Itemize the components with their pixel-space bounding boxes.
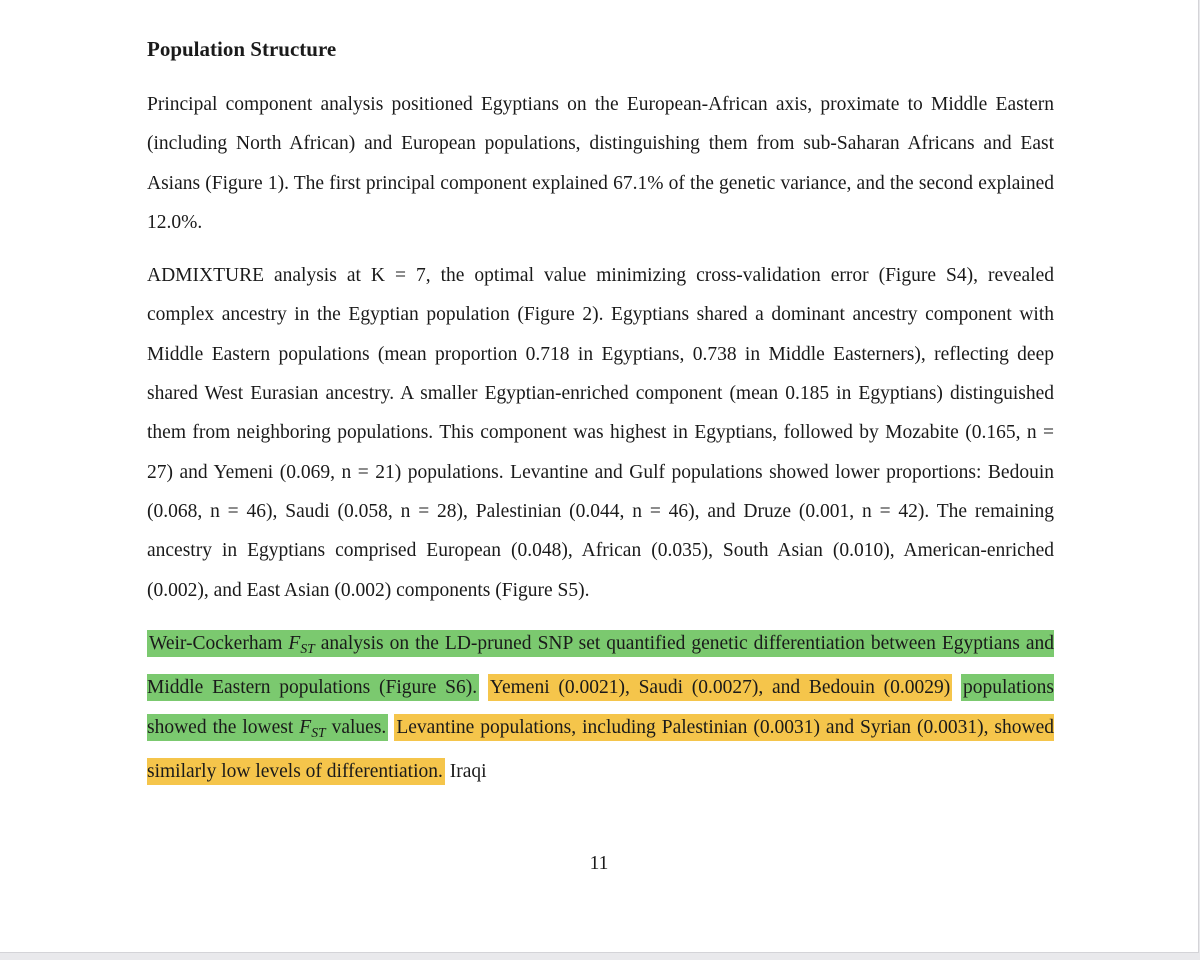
page-number: 11 xyxy=(589,853,609,874)
fst-text-post: analysis on the LD-pruned SNP set quantified genetic differentiation between Egyptians and Middle Eastern populations (Figure S6). xyxy=(147,632,1054,699)
highlight-green: populations showed the lowest $F_{ST}$ values. xyxy=(147,674,1054,740)
paragraph-admixture: ADMIXTURE analysis at K = 7, the optimal value minimizing cross-validation error (Figure S4), revealed complex ancestry in the Egyptian population (Figure 2). Egyptians shared a dominant ancestry component with Middle Eastern populations (mean proportion 0.718 in Egyptians, 0.738 in Middle Easterners), reflecting deep shared West Eurasian ancestry. A smaller Egyptian-enriched component (mean 0.185 in Egyptians) distinguished them from neighboring populations. This component was highest in Egyptians, followed by Mozabite (0.165, n = 27) and Yemeni (0.069, n = 21) populations. Levantine and Gulf populations showed lower proportions: Bedouin (0.068, n = 46), Saudi (0.058, n = 28), Palestinian (0.044, n = 46), and Druze (0.001, n = 42). The remaining ancestry in Egyptians comprised European (0.048), African (0.035), South Asian (0.010), American-enriched (0.002), and East Asian (0.002) components (Figure S5). xyxy=(147,265,1054,601)
fst-symbol: $F_{ST}$ xyxy=(299,716,326,740)
fst-text-pre: Weir-Cockerham xyxy=(149,632,289,654)
highlight-yellow: Levantine populations, including Palestinian (0.0031) and Syrian (0.0031), showed similarly low levels of differentiation. xyxy=(147,714,1054,785)
trailing-text: Iraqi xyxy=(449,760,487,782)
fst-symbol: $F_{ST}$ xyxy=(288,632,315,656)
highlight-yellow: Yemeni (0.0021), Saudi (0.0027), and Bedouin (0.0029) xyxy=(488,674,952,701)
paragraph-pca: Principal component analysis positioned Egyptians on the European-African axis, proximate to Middle Eastern (including North African) and European populations, distinguishing them from sub-Saharan Africans and East Asians (Figure 1). The first principal component explained 67.1% of the genetic variance, and the second explained 12.0%. xyxy=(147,94,1054,233)
page-content xyxy=(147,34,1054,805)
section-heading: Population Structure xyxy=(147,37,337,61)
paragraph-fst xyxy=(147,624,1054,791)
